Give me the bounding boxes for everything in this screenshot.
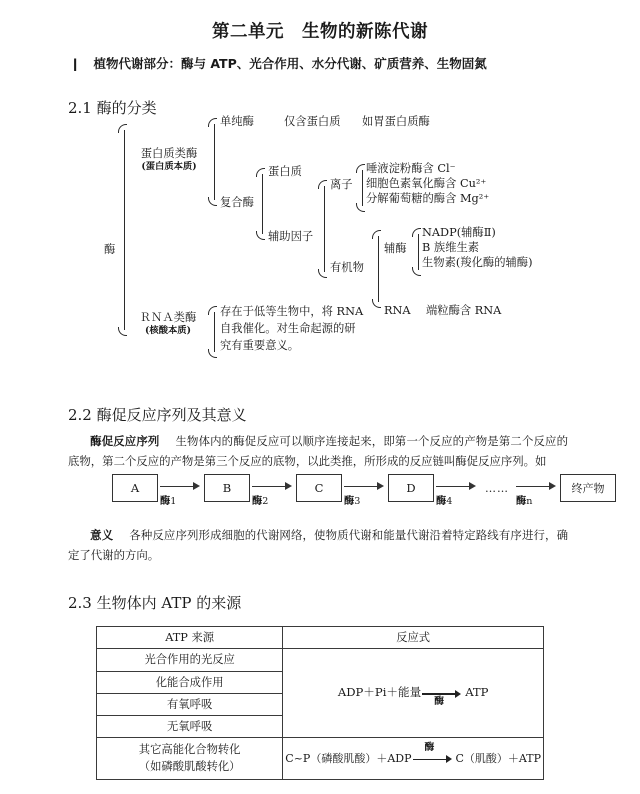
chain-node-d: D	[388, 474, 434, 502]
catalyst-label: 酶	[434, 696, 444, 708]
chain-arrow-4-enzyme: 酶	[436, 495, 447, 507]
protein-enzyme-title: 蛋白质类酶	[140, 147, 198, 160]
brace-conjugated-enzyme	[256, 168, 266, 240]
table-row	[97, 738, 544, 780]
paragraph-body-1: 生物体内的酶促反应可以顺序连接起来，即第一个反应的产物是第二个反应的底物，第二个反应的产物是第三个反应的底物，以此类推，所形成的反应链叫酶促反应序列。如	[68, 434, 568, 468]
chain-arrow-1-index: 1	[170, 496, 177, 507]
tree-node-root: 酶	[104, 243, 116, 256]
atp-source-4	[97, 738, 283, 780]
reaction-formula-creatine	[285, 741, 541, 767]
chain-node-c: C	[296, 474, 342, 502]
table-header-formula: 反应式	[283, 627, 544, 649]
brace-ion-items	[356, 164, 366, 212]
tree-node-protein-part: 蛋白质	[268, 165, 302, 178]
chain-arrow-4	[434, 474, 480, 507]
formula-right: ATP	[465, 685, 489, 700]
page-title: 第二单元 生物的新陈代谢	[212, 22, 428, 42]
atp-formula-merged	[283, 649, 544, 738]
brace-protein-enzyme	[208, 118, 218, 206]
tree-node-cofactor: 辅助因子	[268, 230, 314, 243]
formula-4-right: C（肌酸）＋ATP	[455, 751, 541, 765]
tree-node-coenzyme: 辅酶	[384, 242, 407, 255]
tree-node-rna-cofactor: RNA	[384, 304, 411, 317]
unit-subtitle-text: 植物代谢部分：酶与 ATP、光合作用、水分代谢、矿质营养、生物固氮	[93, 56, 487, 71]
tree-node-conjugated-enzyme: 复合酶	[220, 196, 254, 209]
catalyst-arrow-icon-2	[413, 741, 455, 765]
section-heading-2-2: 2.2 酶促反应序列及其意义	[68, 406, 247, 424]
chain-arrow-1-label	[160, 492, 176, 507]
atp-source-4-line2: （如磷酸肌酸转化）	[138, 759, 241, 773]
coenzyme-item-0: NADP(辅酶Ⅱ)	[422, 226, 496, 239]
atp-source-3: 无氧呼吸	[97, 716, 283, 738]
chain-arrow-n	[514, 474, 560, 507]
rna-cofactor-example: 端粒酶含 RNA	[426, 304, 502, 317]
catalyst-label-2: 酶	[424, 741, 435, 753]
chain-arrow-2-index: 2	[262, 496, 269, 507]
rna-enzyme-sub: (核酸本质)	[145, 325, 191, 337]
atp-source-4-line1: 其它高能化合物转化	[138, 743, 241, 757]
tree-node-organic: 有机物	[330, 261, 364, 274]
rna-enzyme-note: 存在于低等生物中，将 RNA 自我催化。对生命起源的研 究有重要意义。	[220, 305, 364, 352]
unit-marker-icon: ❙	[70, 56, 81, 71]
unit-subtitle-line	[70, 54, 590, 72]
coenzyme-item-1: B 族维生素	[422, 241, 480, 254]
chain-arrow-3-index: 3	[354, 496, 361, 507]
chain-arrow-n-index: n	[526, 496, 533, 507]
paragraph-reaction-sequence	[68, 432, 568, 471]
chain-arrow-1	[158, 474, 204, 507]
paragraph-body-2: 各种反应序列形成细胞的代谢网络，使物质代谢和能量代谢沿着特定路线有序进行，确定了代谢的方向。	[68, 528, 568, 562]
ion-item-0: 唾液淀粉酶含 Cl⁻	[366, 162, 456, 175]
paragraph-significance	[68, 526, 568, 565]
chain-arrow-4-label	[436, 492, 452, 507]
ion-item-2: 分解葡萄糖的酶含 Mg²⁺	[366, 192, 490, 205]
paragraph-lead-1: 酶促反应序列	[90, 434, 160, 448]
reaction-formula-atp	[337, 685, 489, 708]
chain-ellipsis: ……	[485, 482, 509, 495]
brace-coenzyme-items	[412, 228, 422, 276]
chain-arrow-2-label	[252, 492, 268, 507]
chain-arrow-3	[342, 474, 388, 507]
section-heading-2-1: 2.1 酶的分类	[68, 99, 157, 117]
brace-rna-note	[208, 306, 218, 358]
rna-enzyme-title: ＲＮＡ类酶	[139, 311, 197, 324]
tree-node-simple-enzyme: 单纯酶	[220, 115, 254, 128]
atp-formula-4	[283, 738, 544, 780]
tree-node-ion: 离子	[330, 178, 353, 191]
chain-arrow-3-label	[344, 492, 360, 507]
enzyme-classification-diagram	[0, 110, 640, 375]
chain-arrow-n-enzyme: 酶	[516, 495, 527, 507]
table-header-source: ATP 来源	[97, 627, 283, 649]
ion-item-1: 细胞色素氧化酶含 Cu²⁺	[366, 177, 487, 190]
chain-node-final-product: 终产物	[560, 474, 616, 502]
chain-arrow-2	[250, 474, 296, 507]
chain-arrow-1-enzyme: 酶	[160, 495, 171, 507]
brace-organic	[372, 230, 382, 308]
formula-4-left: C~P（磷酸肌酸）＋ADP	[285, 751, 412, 765]
table-row	[97, 649, 544, 671]
chain-arrow-3-enzyme: 酶	[344, 495, 355, 507]
coenzyme-item-2: 生物素(羧化酶的辅酶)	[422, 256, 533, 269]
tree-node-protein-enzyme	[130, 146, 208, 174]
brace-root	[118, 124, 128, 336]
chain-node-b: B	[204, 474, 250, 502]
table-header-row	[97, 627, 544, 649]
atp-source-0: 光合作用的光反应	[97, 649, 283, 671]
simple-enzyme-example: 如胃蛋白质酶	[362, 115, 430, 128]
section-heading-2-3: 2.3 生物体内 ATP 的来源	[68, 594, 242, 612]
atp-source-2: 有氧呼吸	[97, 693, 283, 715]
chain-arrow-4-index: 4	[446, 496, 453, 507]
chain-node-a: A	[112, 474, 158, 502]
atp-source-1: 化能合成作用	[97, 671, 283, 693]
brace-cofactor	[318, 180, 328, 278]
chain-arrow-2-enzyme: 酶	[252, 495, 263, 507]
reaction-chain-diagram	[112, 474, 616, 506]
atp-source-table	[96, 626, 544, 780]
paragraph-lead-2: 意义	[90, 528, 114, 542]
formula-left: ADP＋Pi＋能量	[337, 685, 422, 700]
tree-node-rna-enzyme	[126, 310, 210, 338]
protein-enzyme-sub: (蛋白质本质)	[141, 161, 197, 173]
chain-arrow-n-label	[516, 492, 532, 507]
catalyst-arrow-icon	[422, 687, 464, 708]
simple-enzyme-desc: 仅含蛋白质	[284, 115, 341, 128]
